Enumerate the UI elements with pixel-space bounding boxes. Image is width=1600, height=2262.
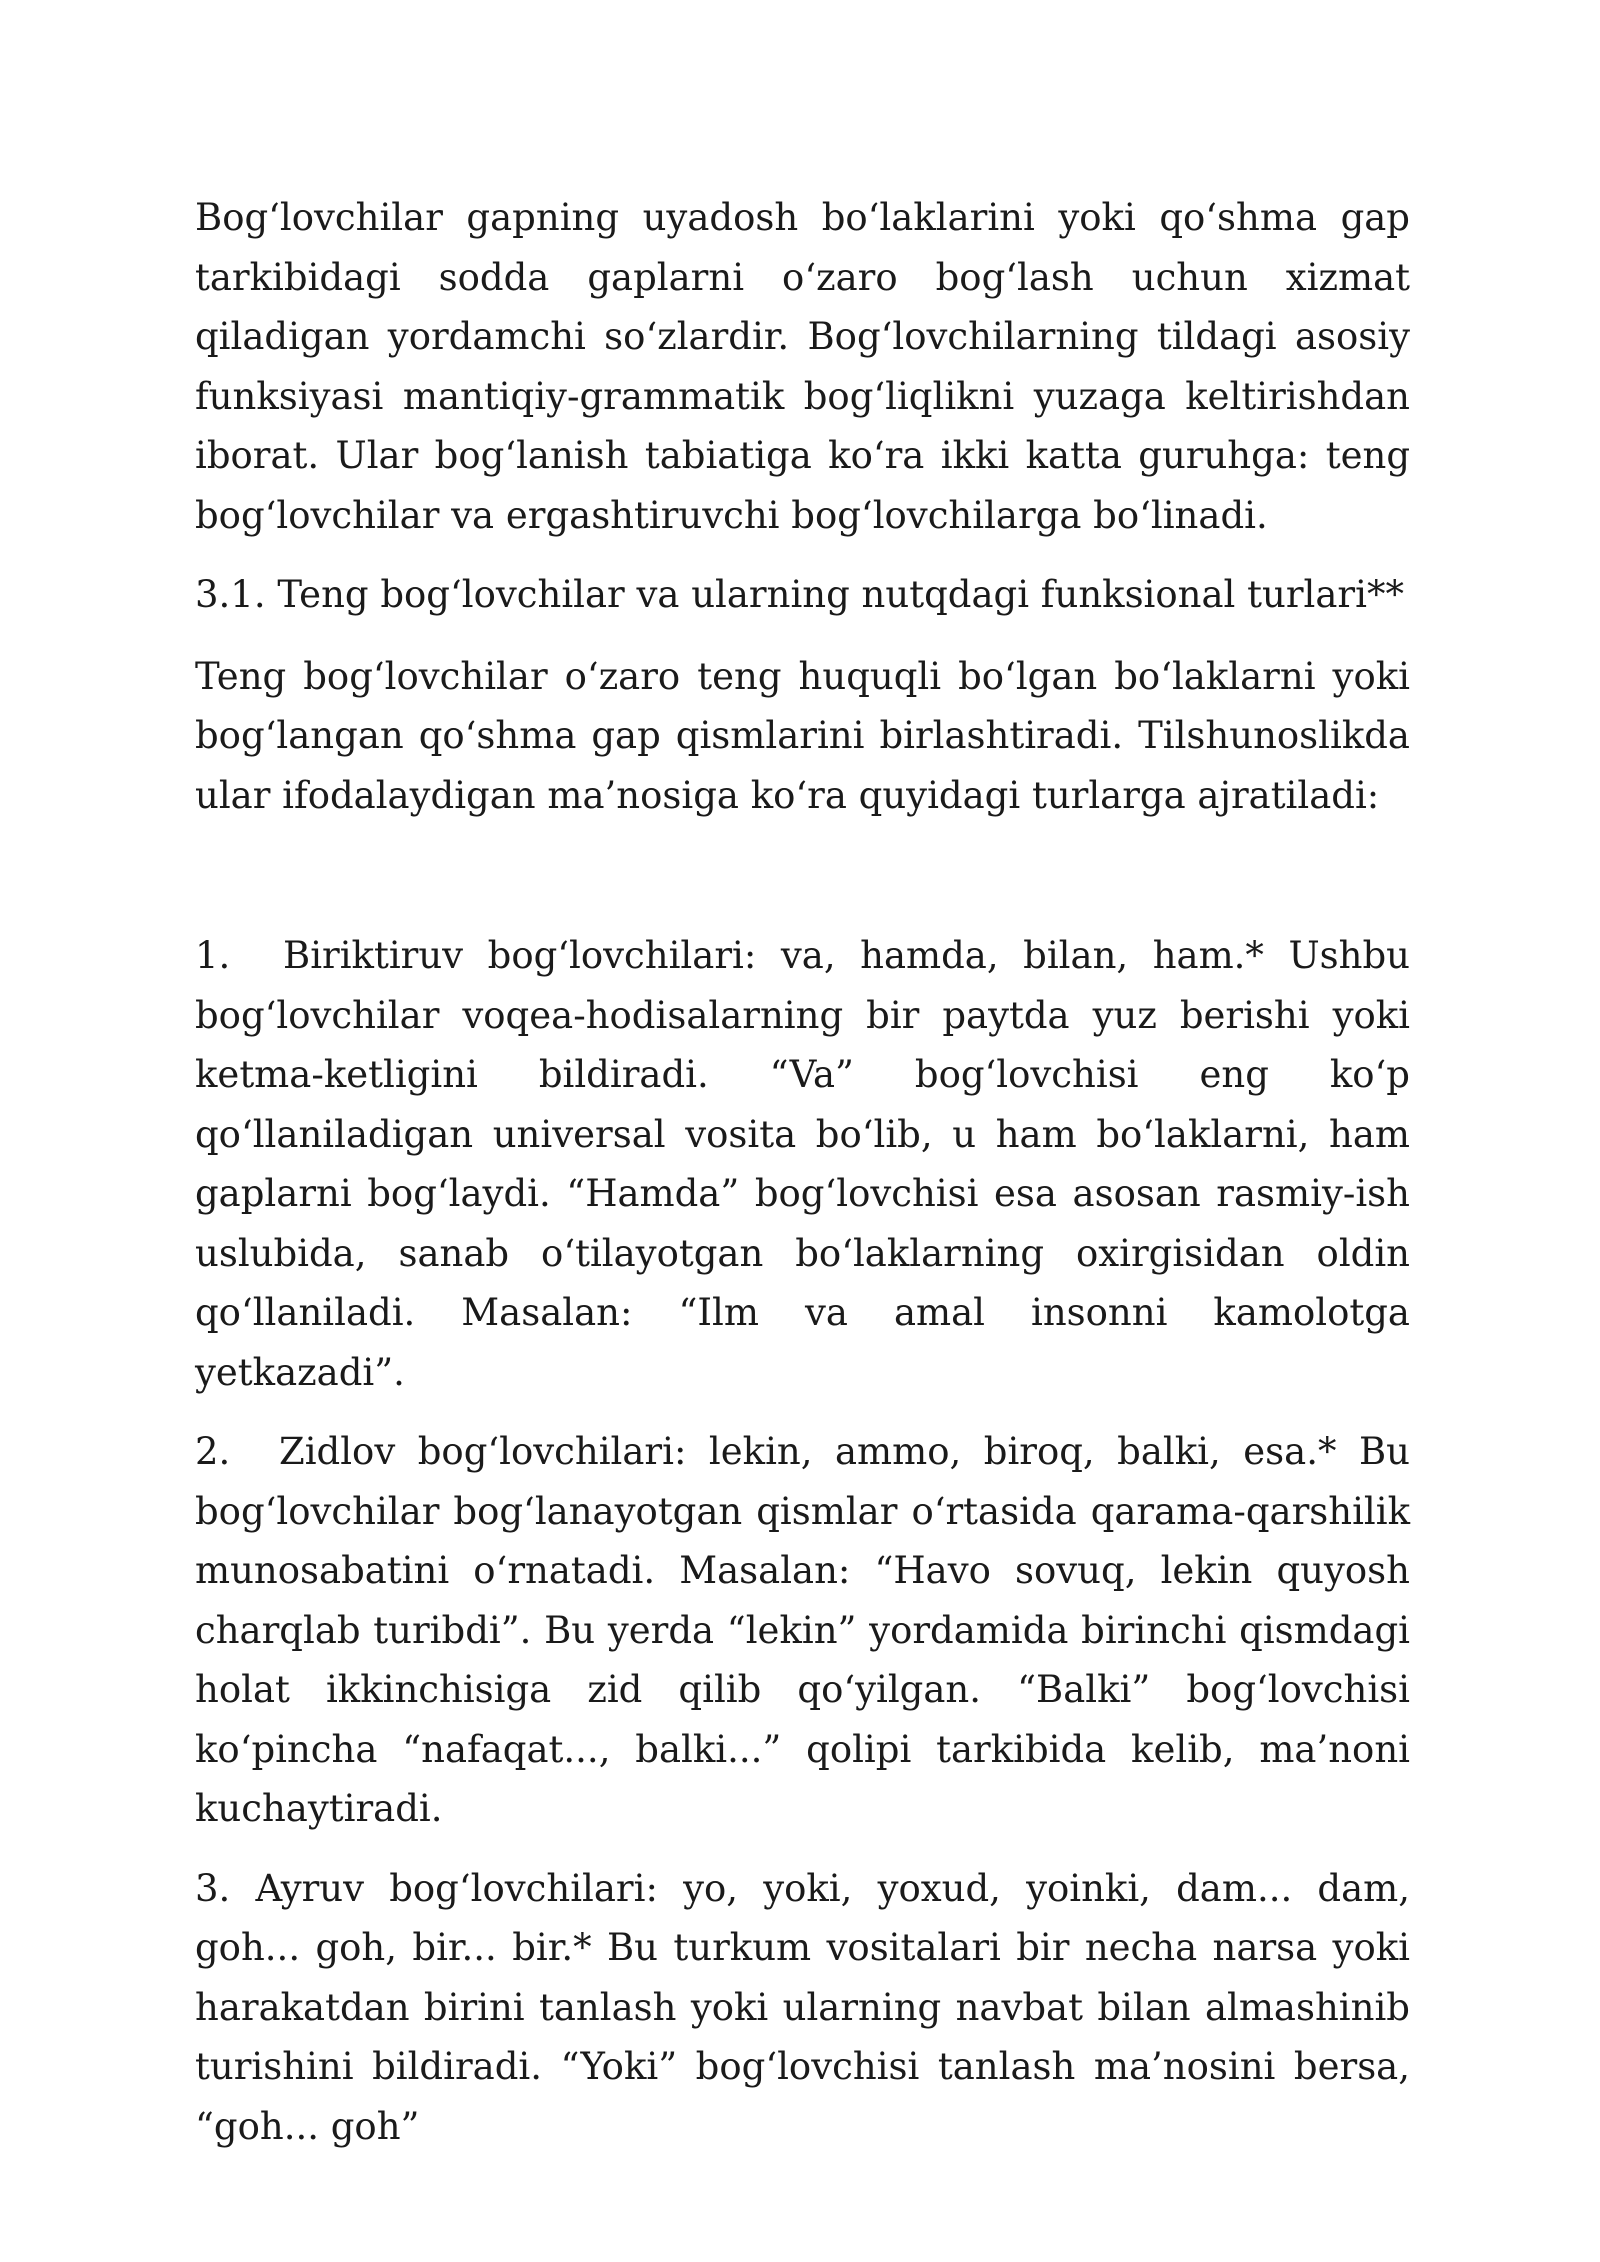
- spacer: [195, 545, 1410, 565]
- list-item-text: Zidlov bog‘lovchilari: lekin, ammo, biroq, balki, esa.* Bu bog‘lovchilar bog‘lanayotgan qismlar o‘rtasida qarama-qarshilik munosabatini o‘rnatadi. Masalan: “Havo sovuq, lekin quyosh charqlab turibdi”. Bu yerda “lekin” yordamida birinchi qismdagi holat ikkinchisiga zid qilib qo‘yilgan. “Balki” bog‘lovchisi ko‘pincha “nafaqat..., balki...” qolipi tarkibida kelib, ma’noni kuchaytiradi.: [195, 1430, 1410, 1830]
- list-item-3: [195, 1859, 1410, 2157]
- list-item-2: [195, 1422, 1410, 1839]
- list-item-text: Ayruv bog‘lovchilari: yo, yoki, yoxud, yoinki, dam... dam, goh... goh, bir... bir.* Bu turkum vositalari bir necha narsa yoki harakatdan birini tanlash yoki ularning navbat bilan almashinib turishini bildiradi. “Yoki” bog‘lovchisi tanlash ma’nosini bersa, “goh... goh”: [195, 1866, 1410, 2148]
- list-item-number: 3.: [195, 1866, 231, 1910]
- document-page: [195, 188, 1410, 2156]
- spacer: [195, 825, 1410, 926]
- list-item-text: Biriktiruv bog‘lovchilari: va, hamda, bilan, ham.* Ushbu bog‘lovchilar voqea-hodisalarning bir paytda yuz berishi yoki ketma-ketligini bildiradi. “Va” bog‘lovchisi eng ko‘p qo‘llaniladigan universal vosita bo‘lib, u ham bo‘laklarni, ham gaplarni bog‘laydi. “Hamda” bog‘lovchisi esa asosan rasmiy-ish uslubida, sanab o‘tilayotgan bo‘laklarning oxirgisidan oldin qo‘llaniladi. Masalan: “Ilm va amal insonni kamolotga yetkazadi”.: [195, 934, 1410, 1394]
- section-intro-paragraph: Teng bog‘lovchilar o‘zaro teng huquqli bo‘lgan bo‘laklarni yoki bog‘langan qo‘shma gap qismlarini birlashtiradi. Tilshunoslikda ular ifodalaydigan ma’nosiga ko‘ra quyidagi turlarga ajratiladi:: [195, 654, 1410, 817]
- list-item-number: 2.: [195, 1430, 231, 1473]
- intro-paragraph: Bog‘lovchilar gapning uyadosh bo‘laklarini yoki qo‘shma gap tarkibidagi sodda gaplarni o‘zaro bog‘lash uchun xizmat qiladigan yordamchi so‘zlardir. Bog‘lovchilarning tildagi asosiy funksiyasi mantiqiy-grammatik bog‘liqlikni yuzaga keltirishdan iborat. Ular bog‘lanish tabiatiga ko‘ra ikki katta guruhga: teng bog‘lovchilar va ergashtiruvchi bog‘lovchilarga bo‘linadi.: [195, 196, 1410, 537]
- list-item-1: [195, 926, 1410, 1402]
- spacer: [195, 1402, 1410, 1422]
- spacer: [195, 1839, 1410, 1859]
- list-item-number: 1.: [195, 934, 231, 977]
- section-heading: 3.1. Teng bog‘lovchilar va ularning nutqdagi funksional turlari**: [195, 573, 1404, 616]
- spacer: [195, 625, 1410, 647]
